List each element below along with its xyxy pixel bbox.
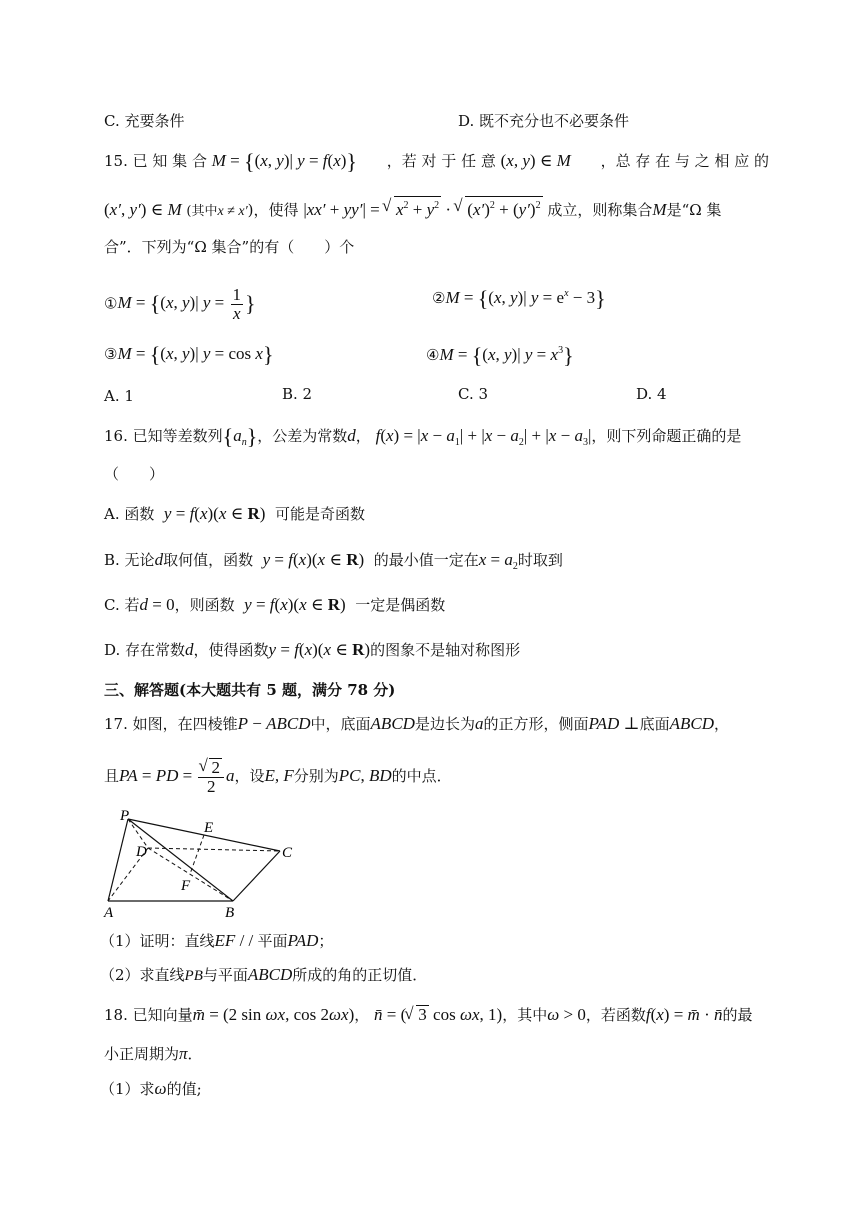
q15-stem-line3: 合”．下列为“Ω 集合”的有（ ）个: [104, 238, 355, 256]
section-heading: 三、解答题(本大题共有 5 题，满分 78 分): [104, 681, 396, 699]
q15-item-marker: ④: [426, 346, 440, 364]
q18-text: 的值;: [166, 1080, 202, 1098]
q18-part1: （1）求ω的值;: [100, 1079, 202, 1098]
q15-item-3: ③M = {(x, y)| y = cos x}: [104, 342, 274, 367]
q14-option-c: C. 充要条件: [104, 112, 185, 130]
q15-item-1: ①M = {(x, y)| y = $\frac{1}{x}$ }: [104, 285, 256, 323]
q16-text: C. 若: [104, 596, 140, 614]
label-a: A: [104, 905, 114, 921]
q17-text: 与平面: [202, 966, 248, 984]
q16-text: ，则函数: [174, 596, 235, 614]
q16-option-d: D. 存在常数d，使得函数y = f(x)(x ∈ R)的图象不是轴对称图形: [104, 640, 521, 659]
q16-text: A. 函数: [104, 505, 155, 523]
q16-fx: $f(x) = |x - a_1| + |x - a_2| + |x - a_3|$: [375, 426, 592, 448]
q18-text: 的最: [722, 1006, 753, 1024]
q17-text: 底面: [639, 715, 670, 733]
q17-text: 的中点．: [391, 766, 452, 785]
q15-text: 已 知 集 合: [132, 152, 207, 170]
pyramid-figure: [98, 806, 308, 924]
q15-option-a: A. 1: [104, 387, 134, 405]
q14-option-d: D. 既不充分也不必要条件: [458, 112, 630, 130]
q15-text: 是“Ω 集: [666, 201, 722, 219]
edge-bc: [233, 851, 280, 901]
q15-xy-in-m: (x, y) ∈ M: [500, 151, 571, 170]
q18-text: （1）求: [100, 1080, 155, 1098]
q16-seq: $\{a_n\}$: [222, 424, 258, 449]
q17-text: （2）求直线: [100, 966, 185, 984]
label-d: D: [136, 844, 147, 860]
q18-number: 18.: [104, 1006, 128, 1024]
q16-text: ，公差为常数: [257, 427, 348, 445]
q17-part1: （1）证明：直线EF / / 平面PAD；: [100, 931, 334, 950]
q17-text: 分别为: [293, 766, 339, 785]
q15-text: 成立，则称集合: [547, 201, 653, 219]
q18-text: ，若函数: [585, 1006, 646, 1024]
q17-text: 是边长为: [414, 715, 475, 733]
q17-text: 中，底面: [310, 715, 371, 733]
q16-stem: [104, 425, 741, 454]
q15-text: (其中: [186, 204, 218, 219]
q18-text: 已知向量: [132, 1006, 193, 1024]
q18-stem-line2: 小正周期为π．: [104, 1044, 203, 1063]
q17-text: 如图，在四棱锥: [132, 715, 238, 733]
q15-condition: x ≠ x′: [217, 204, 248, 219]
q16-d: d: [347, 426, 356, 445]
q16-text: ，则下列命题正确的是: [591, 427, 742, 445]
q15-text: ，总 存 在 与 之 相 应 的: [600, 152, 769, 170]
label-p: P: [120, 808, 130, 824]
q17-part2: （2）求直线PB与平面ABCD所成的角的正切值．: [100, 965, 428, 984]
q17-text: 的正方形，侧面: [483, 715, 589, 733]
q16-text: 的图象不是轴对称图形: [370, 641, 521, 659]
label-c: C: [282, 845, 293, 861]
q15-number: 15.: [104, 152, 128, 170]
q15-text: )，使得: [247, 201, 299, 219]
label-f: F: [181, 878, 191, 894]
q16-text: ，: [355, 427, 371, 445]
label-e: E: [204, 820, 214, 836]
q18-text: ，: [354, 1006, 370, 1024]
q15-option-c: C. 3: [458, 385, 489, 403]
q15-stem-line2: [104, 196, 721, 223]
edge-pa: [108, 819, 128, 901]
q18-text: ．: [187, 1045, 203, 1063]
q16-text: D. 存在常数: [104, 641, 186, 659]
q17-number: 17.: [104, 715, 128, 733]
q16-text: 取何值，函数: [163, 551, 254, 569]
q15-item-marker: ①: [104, 294, 118, 313]
label-b: B: [225, 905, 235, 921]
q17-text: ；: [318, 932, 334, 950]
q15-item-marker: ②: [432, 289, 446, 307]
q16-paren: （ ）: [104, 465, 165, 483]
q17-stem-line1: 17. 如图，在四棱锥P − ABCD中，底面ABCD是边长为a的正方形，侧面PAD ⊥底面ABCD，: [104, 714, 729, 733]
q17-text: ，设: [234, 766, 265, 785]
q17-text: 平面: [257, 932, 288, 950]
q15-text: ，若 对 于 任 意: [386, 152, 496, 170]
q18-stem-line1: 18. 已知向量m̄ = (2 sin ωx, cos 2ωx)， n̄ = (√ 3 cos ωx, 1)，其中ω > 0，若函数f(x) = m̄ · n̄的最: [104, 1004, 753, 1026]
q15-item-2: ②M = {(x, y)| $y = e^x - 3$}: [432, 286, 606, 311]
q16-text: 可能是奇函数: [274, 505, 365, 523]
q17-text: 且: [104, 766, 120, 785]
q18-text: ，其中: [502, 1006, 548, 1024]
q16-text: 已知等差数列: [132, 427, 223, 445]
q15-set-m: M = {(x, y)| y = f(x)}: [211, 149, 357, 174]
q16-text: 时取到: [517, 551, 563, 569]
q15-item-marker: ③: [104, 345, 118, 363]
q15-equation: |xx′ + yy′| = √ $x^2 + y^2$ · √ $(x')^2 + (y')^2$: [303, 200, 542, 219]
q17-text: 所成的角的正切值．: [292, 966, 428, 984]
q17-text: ，: [713, 715, 729, 733]
q15-option-b: B. 2: [282, 385, 313, 403]
q15-xprime: (x′, y′) ∈ M: [104, 200, 182, 219]
q17-text: （1）证明：直线: [100, 932, 215, 950]
q15-m: M: [652, 200, 667, 219]
q16-option-a: A. 函数 y = f(x)(x ∈ R) 可能是奇函数: [104, 504, 365, 523]
q16-text: 的最小值一定在: [373, 551, 479, 569]
q16-text: ，使得函数: [193, 641, 269, 659]
q16-text: B. 无论: [104, 551, 155, 569]
q16-option-b: B. 无论d取何值，函数 y = f(x)(x ∈ R) 的最小值一定在$x = a_2$时取到: [104, 550, 563, 572]
q15-option-d: D. 4: [636, 385, 667, 403]
segment-ef: [190, 835, 204, 874]
q18-text: 小正周期为: [104, 1045, 180, 1063]
q15-stem-line1: [104, 150, 769, 173]
q15-item-4: ④M = {(x, y)| $y = x^3$}: [426, 343, 574, 368]
q16-number: 16.: [104, 427, 128, 445]
q17-stem-line2: 且PA = PD = √ $\frac{2}{2}$ a，设E, F分别为PC, BD的中点．: [104, 758, 452, 796]
q16-option-c: C. 若d = 0，则函数 y = f(x)(x ∈ R) 一定是偶函数: [104, 595, 446, 614]
q16-text: 一定是偶函数: [355, 596, 446, 614]
edge-db: [148, 848, 233, 901]
